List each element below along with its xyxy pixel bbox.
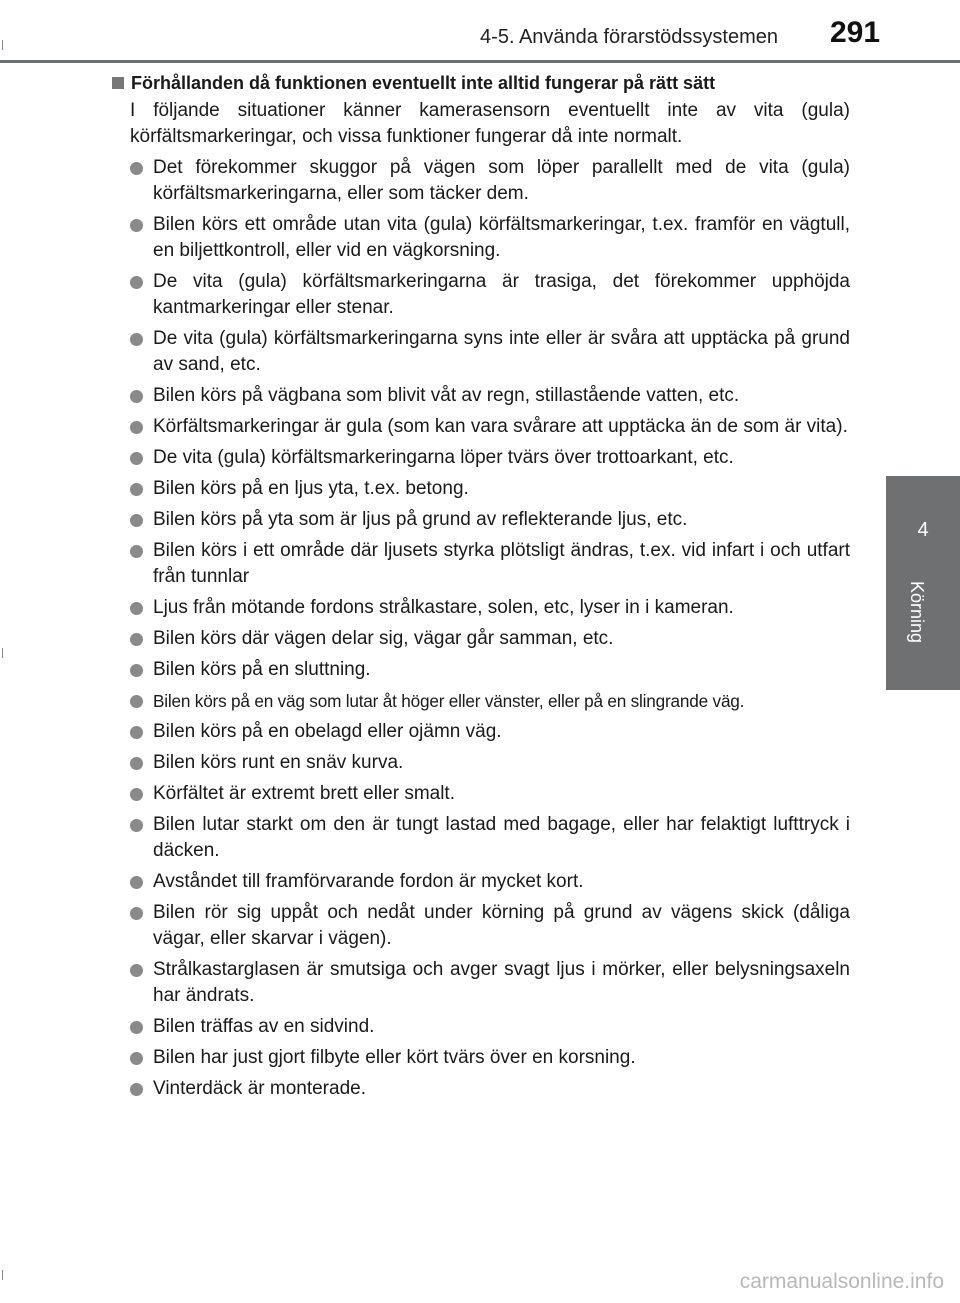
- list-item: [112, 781, 850, 807]
- bullet-icon: [130, 1052, 143, 1065]
- list-item: [112, 1045, 850, 1071]
- bullet-icon: [130, 545, 143, 558]
- bullet-icon: [130, 907, 143, 920]
- list-item-text: Bilen körs runt en snäv kurva.: [153, 752, 404, 773]
- page-header: [0, 0, 960, 64]
- bullet-icon: [130, 788, 143, 801]
- list-item: [112, 719, 850, 745]
- bullet-icon: [130, 1021, 143, 1034]
- bullet-icon: [130, 452, 143, 465]
- list-item-text: Bilen körs ett område utan vita (gula) körfältsmarkeringar, t.ex. framför en vägtull, en biljettkontroll, eller vid en vägkorsning.: [153, 214, 850, 261]
- page-number: 291: [830, 16, 881, 49]
- bullet-icon: [130, 695, 143, 708]
- crop-mark: [2, 40, 3, 50]
- list-item-text: De vita (gula) körfältsmarkeringarna är trasiga, det förekommer upphöjda kantmarkeringar eller stenar.: [153, 271, 850, 318]
- crop-mark: [2, 648, 3, 658]
- bullet-icon: [130, 219, 143, 232]
- bullet-icon: [130, 876, 143, 889]
- list-item: [112, 507, 850, 533]
- bullet-icon: [130, 757, 143, 770]
- list-item-text: Bilen körs på en ljus yta, t.ex. betong.: [153, 478, 469, 499]
- list-item-text: Vinterdäck är monterade.: [153, 1078, 366, 1099]
- conditions-list: [112, 155, 850, 1102]
- intro-paragraph: I följande situationer känner kamerasensorn eventuellt inte av vita (gula) körfältsmarkeringar, och vissa funktioner fungerar då inte normalt.: [130, 100, 850, 147]
- list-item-text: Bilen körs i ett område där ljusets styrka plötsligt ändras, t.ex. vid infart i och utfart från tunnlar: [153, 540, 850, 587]
- watermark: carmanualsonline.info: [739, 1270, 944, 1293]
- list-item: [112, 688, 850, 714]
- crop-mark: [2, 1270, 3, 1280]
- bullet-icon: [130, 162, 143, 175]
- list-item: [112, 1076, 850, 1102]
- chapter-tab: [886, 476, 960, 690]
- list-item: [112, 538, 850, 590]
- list-item-text: Bilen körs på en sluttning.: [153, 659, 371, 680]
- list-item-text: Bilen körs på en väg som lutar åt höger eller vänster, eller på en slingrande väg.: [153, 691, 745, 711]
- main-content: [112, 70, 850, 1107]
- list-item-text: Bilen har just gjort filbyte eller kört tvärs över en korsning.: [153, 1047, 636, 1068]
- bullet-icon: [130, 602, 143, 615]
- list-item: [112, 155, 850, 207]
- list-item-text: Strålkastarglasen är smutsiga och avger svagt ljus i mörker, eller belysningsaxeln har ändrats.: [153, 959, 850, 1006]
- list-item-text: Bilen körs där vägen delar sig, vägar går samman, etc.: [153, 628, 614, 649]
- list-item: [112, 957, 850, 1009]
- list-item-text: Bilen lutar starkt om den är tungt lastad med bagage, eller har felaktigt lufttryck i däcken.: [153, 814, 850, 861]
- bullet-icon: [130, 514, 143, 527]
- list-item-text: Ljus från mötande fordons strålkastare, solen, etc, lyser in i kameran.: [153, 597, 734, 618]
- bullet-icon: [130, 819, 143, 832]
- list-item: [112, 595, 850, 621]
- bullet-icon: [130, 390, 143, 403]
- list-item-text: Bilen körs på en obelagd eller ojämn väg.: [153, 721, 502, 742]
- bullet-icon: [130, 633, 143, 646]
- list-item-text: Bilen körs på vägbana som blivit våt av regn, stillastående vatten, etc.: [153, 385, 740, 406]
- section-heading: [112, 70, 850, 96]
- list-item-text: De vita (gula) körfältsmarkeringarna löper tvärs över trottoarkant, etc.: [153, 447, 734, 468]
- section-heading-text: Förhållanden då funktionen eventuellt inte alltid fungerar på rätt sätt: [131, 73, 716, 93]
- list-item: [112, 383, 850, 409]
- list-item-text: De vita (gula) körfältsmarkeringarna syns inte eller är svåra att upptäcka på grund av sand, etc.: [153, 328, 850, 375]
- bullet-icon: [130, 726, 143, 739]
- square-bullet-icon: [112, 77, 124, 89]
- header-rule: [0, 60, 960, 63]
- bullet-icon: [130, 483, 143, 496]
- list-item: [112, 750, 850, 776]
- bullet-icon: [130, 333, 143, 346]
- list-item: [112, 657, 850, 683]
- list-item-text: Bilen körs på yta som är ljus på grund av reflekterande ljus, etc.: [153, 509, 688, 530]
- list-item: [112, 900, 850, 952]
- list-item-text: Körfältet är extremt brett eller smalt.: [153, 783, 455, 804]
- bullet-icon: [130, 1083, 143, 1096]
- list-item: [112, 212, 850, 264]
- list-item-text: Det förekommer skuggor på vägen som löper parallellt med de vita (gula) körfältsmarkeringarna, eller som täcker dem.: [153, 157, 850, 204]
- list-item: [112, 414, 850, 440]
- chapter-label: Körning: [907, 581, 927, 644]
- list-item: [112, 1014, 850, 1040]
- list-item: [112, 476, 850, 502]
- bullet-icon: [130, 664, 143, 677]
- list-item: [112, 326, 850, 378]
- list-item-text: Avståndet till framförvarande fordon är mycket kort.: [153, 871, 584, 892]
- list-item: [112, 869, 850, 895]
- list-item-text: Bilen rör sig uppåt och nedåt under körning på grund av vägens skick (dåliga vägar, eller skarvar i vägen).: [153, 902, 850, 949]
- chapter-number: 4: [917, 519, 929, 541]
- list-item: [112, 445, 850, 471]
- bullet-icon: [130, 964, 143, 977]
- list-item: [112, 269, 850, 321]
- list-item: [112, 626, 850, 652]
- list-item-text: Bilen träffas av en sidvind.: [153, 1016, 375, 1037]
- list-item-text: Körfältsmarkeringar är gula (som kan vara svårare att upptäcka än de som är vita).: [153, 416, 848, 437]
- bullet-icon: [130, 276, 143, 289]
- section-title: 4-5. Använda förarstödssystemen: [480, 26, 778, 48]
- list-item: [112, 812, 850, 864]
- bullet-icon: [130, 421, 143, 434]
